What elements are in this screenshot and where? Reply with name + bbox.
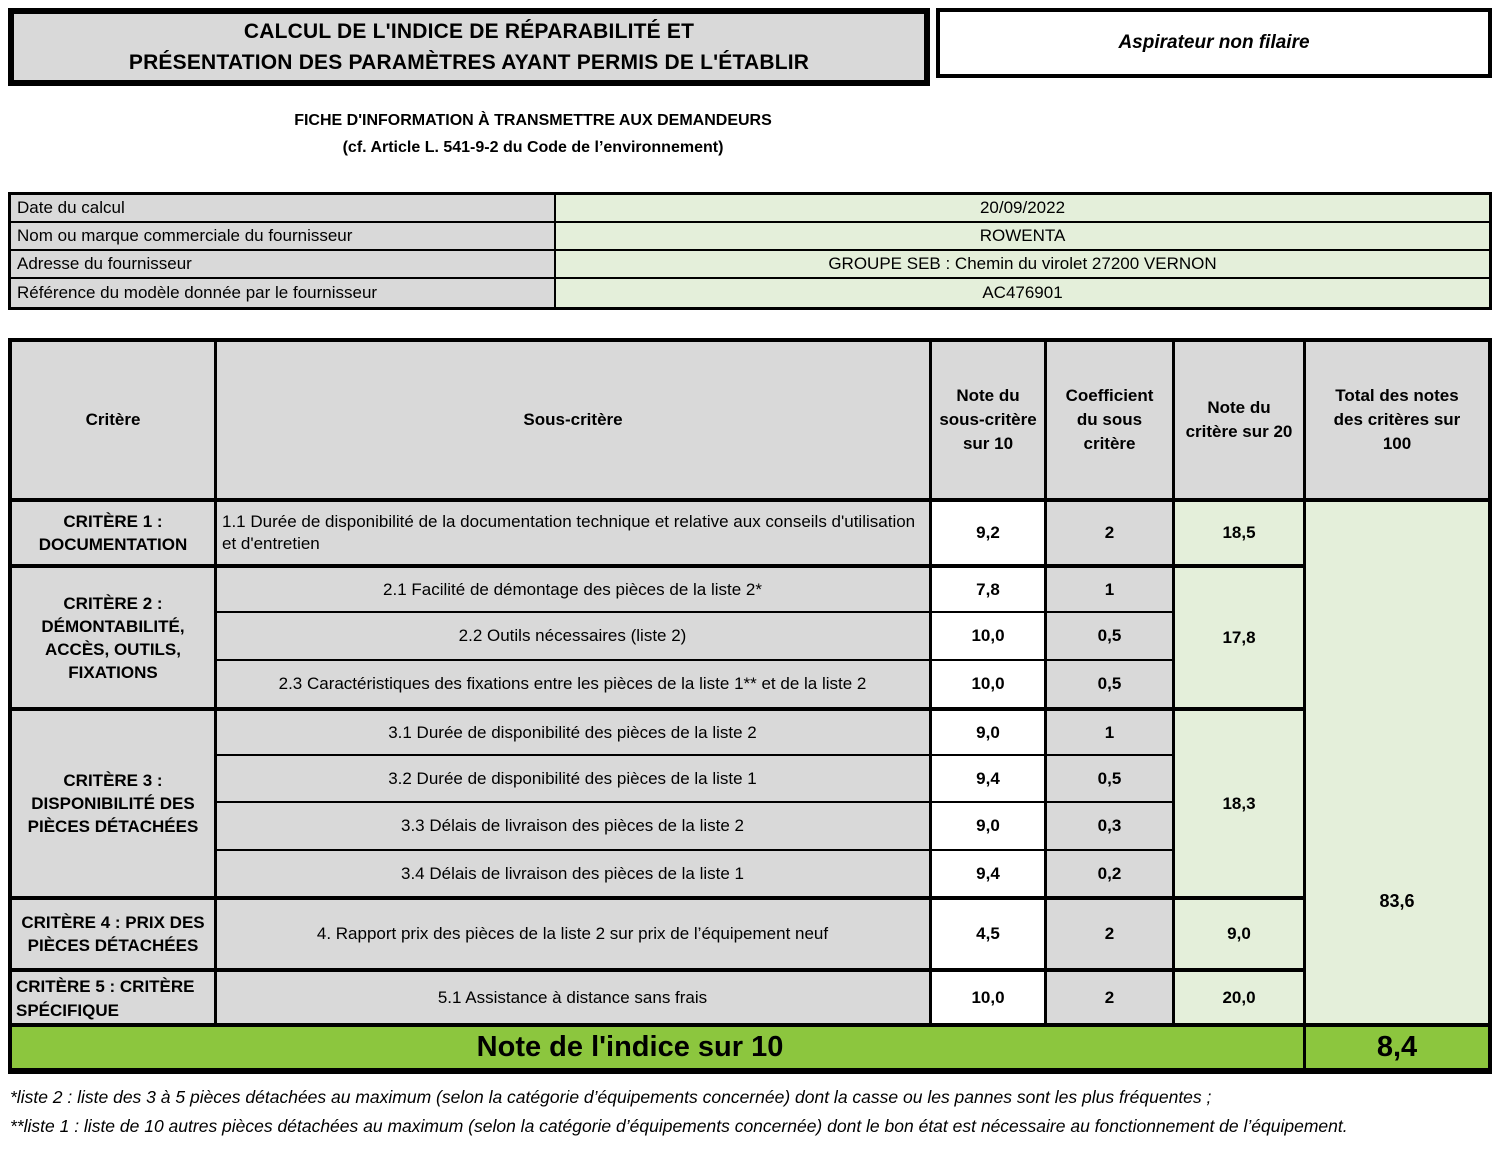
criterion-note20-4: 9,0 bbox=[1175, 898, 1306, 970]
sub-coeff-3-3: 0,3 bbox=[1047, 803, 1175, 851]
footnotes bbox=[10, 1083, 1492, 1141]
page-title-line2: PRÉSENTATION DES PARAMÈTRES AYANT PERMIS DE L'ÉTABLIR bbox=[128, 51, 810, 74]
sub-criterion-label-3-1: 3.1 Durée de disponibilité des pièces de la liste 2 bbox=[217, 709, 932, 756]
info-label-date: Date du calcul bbox=[11, 195, 556, 223]
col-header-note-sur-20: Note du critère sur 20 bbox=[1175, 342, 1306, 500]
criterion-note20-5: 20,0 bbox=[1175, 970, 1306, 1025]
title-box bbox=[8, 8, 930, 86]
sub-note-1-1: 9,2 bbox=[932, 500, 1047, 566]
sub-note-4: 4,5 bbox=[932, 898, 1047, 970]
sub-coeff-2-2: 0,5 bbox=[1047, 613, 1175, 661]
page-title-line1: CALCUL DE L'INDICE DE RÉPARABILITÉ ET bbox=[243, 20, 695, 43]
footnote-liste2: *liste 2 : liste des 3 à 5 pièces détachées au maximum (selon la catégorie d’équipements concernée) dont la casse ou les pannes sont les plus fréquentes ; bbox=[10, 1087, 1212, 1107]
sub-coeff-4: 2 bbox=[1047, 898, 1175, 970]
col-header-sous-critere: Sous-critère bbox=[217, 342, 932, 500]
total-score: 83,6 bbox=[1306, 500, 1488, 1025]
criterion-note20-2: 17,8 bbox=[1175, 566, 1306, 709]
info-label-marque: Nom ou marque commerciale du fournisseur bbox=[11, 223, 556, 251]
product-name: Aspirateur non filaire bbox=[1118, 32, 1310, 53]
criterion-note20-3: 18,3 bbox=[1175, 709, 1306, 898]
info-value-adresse: GROUPE SEB : Chemin du virolet 27200 VERNON bbox=[556, 251, 1489, 279]
criterion-name-4: CRITÈRE 4 : PRIX DES PIÈCES DÉTACHÉES bbox=[12, 898, 217, 970]
sub-coeff-3-2: 0,5 bbox=[1047, 756, 1175, 803]
sub-criterion-label-2-1: 2.1 Facilité de démontage des pièces de la liste 2* bbox=[217, 566, 932, 613]
product-box bbox=[936, 8, 1492, 78]
criterion-name-3: CRITÈRE 3 : DISPONIBILITÉ DES PIÈCES DÉTACHÉES bbox=[12, 709, 217, 898]
sub-note-2-1: 7,8 bbox=[932, 566, 1047, 613]
final-score-value: 8,4 bbox=[1306, 1025, 1488, 1070]
info-value-marque: ROWENTA bbox=[556, 223, 1489, 251]
sub-note-3-4: 9,4 bbox=[932, 851, 1047, 898]
col-header-critere: Critère bbox=[12, 342, 217, 500]
sub-criterion-label-4: 4. Rapport prix des pièces de la liste 2 sur prix de l’équipement neuf bbox=[217, 898, 932, 970]
sub-criterion-label-3-3: 3.3 Délais de livraison des pièces de la liste 2 bbox=[217, 803, 932, 851]
score-table bbox=[8, 338, 1492, 1074]
sub-criterion-label-3-2: 3.2 Durée de disponibilité des pièces de la liste 1 bbox=[217, 756, 932, 803]
criterion-name-2: CRITÈRE 2 : DÉMONTABILITÉ, ACCÈS, OUTILS, FIXATIONS bbox=[12, 566, 217, 709]
sub-criterion-label-3-4: 3.4 Délais de livraison des pièces de la liste 1 bbox=[217, 851, 932, 898]
sub-coeff-5-1: 2 bbox=[1047, 970, 1175, 1025]
col-header-coefficient: Coefficient du sous critère bbox=[1047, 342, 1175, 500]
criterion-name-5: CRITÈRE 5 : CRITÈRE SPÉCIFIQUE bbox=[12, 970, 217, 1025]
info-label-adresse: Adresse du fournisseur bbox=[11, 251, 556, 279]
sub-note-3-1: 9,0 bbox=[932, 709, 1047, 756]
sub-note-3-2: 9,4 bbox=[932, 756, 1047, 803]
sub-note-2-2: 10,0 bbox=[932, 613, 1047, 661]
sub-note-2-3: 10,0 bbox=[932, 661, 1047, 709]
col-header-total-sur-100: Total des notes des critères sur 100 bbox=[1306, 342, 1488, 500]
info-value-reference: AC476901 bbox=[556, 279, 1489, 307]
info-table bbox=[8, 192, 1492, 310]
sub-coeff-3-4: 0,2 bbox=[1047, 851, 1175, 898]
info-value-date: 20/09/2022 bbox=[556, 195, 1489, 223]
sub-criterion-label-2-3: 2.3 Caractéristiques des fixations entre les pièces de la liste 1** et de la liste 2 bbox=[217, 661, 932, 709]
final-score-label: Note de l'indice sur 10 bbox=[12, 1025, 1306, 1070]
sub-criterion-label-1-1: 1.1 Durée de disponibilité de la documentation technique et relative aux conseils d'utilisation et d'entretien bbox=[217, 500, 932, 566]
col-header-note-sur-10: Note du sous-critère sur 10 bbox=[932, 342, 1047, 500]
criterion-name-1: CRITÈRE 1 : DOCUMENTATION bbox=[12, 500, 217, 566]
sub-criterion-label-5-1: 5.1 Assistance à distance sans frais bbox=[217, 970, 932, 1025]
criterion-note20-1: 18,5 bbox=[1175, 500, 1306, 566]
sub-criterion-label-2-2: 2.2 Outils nécessaires (liste 2) bbox=[217, 613, 932, 661]
sub-coeff-2-1: 1 bbox=[1047, 566, 1175, 613]
subtitle-line1: FICHE D'INFORMATION À TRANSMETTRE AUX DEMANDEURS bbox=[294, 112, 772, 129]
subtitle-line2: (cf. Article L. 541-9-2 du Code de l’environnement) bbox=[342, 139, 724, 156]
sub-coeff-2-3: 0,5 bbox=[1047, 661, 1175, 709]
sub-coeff-3-1: 1 bbox=[1047, 709, 1175, 756]
footnote-liste1: **liste 1 : liste de 10 autres pièces détachées au maximum (selon la catégorie d’équipements concernée) dont le bon état est nécessaire au fonctionnement de l’équipement. bbox=[10, 1116, 1348, 1136]
subtitle bbox=[0, 108, 1066, 162]
sub-note-3-3: 9,0 bbox=[932, 803, 1047, 851]
sub-coeff-1-1: 2 bbox=[1047, 500, 1175, 566]
sub-note-5-1: 10,0 bbox=[932, 970, 1047, 1025]
info-label-reference: Référence du modèle donnée par le fournisseur bbox=[11, 279, 556, 307]
